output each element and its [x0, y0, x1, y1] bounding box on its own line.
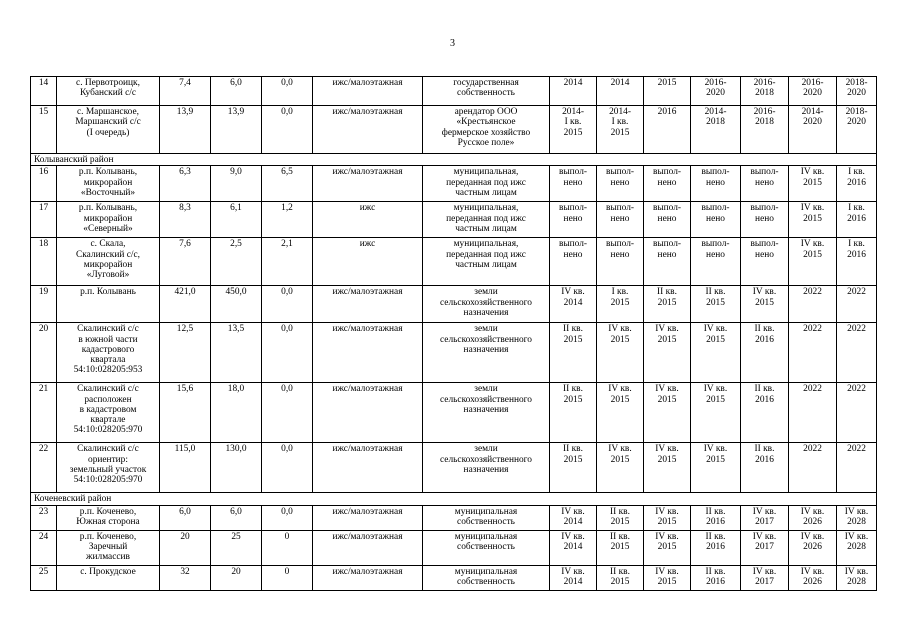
date-stage-1: II кв. 2015: [550, 383, 597, 443]
area-value-1: 7,6: [160, 238, 211, 286]
date-stage-7: 2022: [837, 383, 877, 443]
date-stage-6: IV кв. 2026: [789, 530, 837, 565]
date-stage-7: 2022: [837, 443, 877, 493]
date-stage-2: выпол- нено: [597, 238, 644, 286]
area-value-2: 6,0: [211, 77, 262, 106]
date-stage-4: IV кв. 2015: [691, 323, 741, 383]
date-stage-3: II кв. 2015: [644, 286, 691, 323]
row-number: 14: [31, 77, 57, 106]
date-stage-5: IV кв. 2017: [741, 530, 789, 565]
area-value-2: 13,5: [211, 323, 262, 383]
ownership-type: муниципальная собственность: [423, 565, 550, 590]
date-stage-3: IV кв. 2015: [644, 323, 691, 383]
area-value-3: 0,0: [262, 383, 313, 443]
ownership-type: земли сельскохозяйственного назначения: [423, 443, 550, 493]
development-type: ижс/малоэтажная: [313, 77, 423, 106]
development-type: ижс/малоэтажная: [313, 106, 423, 154]
date-stage-4: II кв. 2016: [691, 530, 741, 565]
date-stage-2: выпол- нено: [597, 202, 644, 238]
date-stage-3: IV кв. 2015: [644, 530, 691, 565]
date-stage-1: IV кв. 2014: [550, 286, 597, 323]
date-stage-1: II кв. 2015: [550, 323, 597, 383]
area-value-3: 0: [262, 565, 313, 590]
table-row: [31, 166, 877, 202]
date-stage-5: II кв. 2016: [741, 383, 789, 443]
settlement-name: с. Маршанское, Маршанский с/с (I очередь): [57, 106, 160, 154]
date-stage-4: 2014- 2018: [691, 106, 741, 154]
area-value-3: 6,5: [262, 166, 313, 202]
date-stage-5: 2016- 2018: [741, 106, 789, 154]
settlement-name: р.п. Колывань: [57, 286, 160, 323]
date-stage-2: IV кв. 2015: [597, 383, 644, 443]
date-stage-2: 2014: [597, 77, 644, 106]
date-stage-3: IV кв. 2015: [644, 443, 691, 493]
development-type: ижс: [313, 238, 423, 286]
area-value-2: 130,0: [211, 443, 262, 493]
area-value-1: 20: [160, 530, 211, 565]
row-number: 24: [31, 530, 57, 565]
date-stage-5: выпол- нено: [741, 202, 789, 238]
ownership-type: муниципальная собственность: [423, 530, 550, 565]
table-body: [31, 77, 877, 591]
date-stage-1: II кв. 2015: [550, 443, 597, 493]
date-stage-1: IV кв. 2014: [550, 530, 597, 565]
area-value-3: 0,0: [262, 323, 313, 383]
settlement-name: Скалинский с/с ориентир: земельный участок 54:10:028205:970: [57, 443, 160, 493]
area-value-3: 0,0: [262, 443, 313, 493]
area-value-3: 0,0: [262, 505, 313, 530]
date-stage-3: выпол- нено: [644, 166, 691, 202]
date-stage-3: IV кв. 2015: [644, 383, 691, 443]
table-row: [31, 565, 877, 590]
development-type: ижс/малоэтажная: [313, 166, 423, 202]
row-number: 15: [31, 106, 57, 154]
settlement-name: с. Первотроицк, Кубанский с/с: [57, 77, 160, 106]
date-stage-4: II кв. 2016: [691, 505, 741, 530]
table-row: [31, 505, 877, 530]
row-number: 23: [31, 505, 57, 530]
date-stage-1: IV кв. 2014: [550, 565, 597, 590]
date-stage-6: IV кв. 2015: [789, 166, 837, 202]
area-value-1: 13,9: [160, 106, 211, 154]
date-stage-5: II кв. 2016: [741, 443, 789, 493]
date-stage-2: I кв. 2015: [597, 286, 644, 323]
table-row: [31, 286, 877, 323]
date-stage-5: 2016- 2018: [741, 77, 789, 106]
date-stage-5: IV кв. 2015: [741, 286, 789, 323]
row-number: 20: [31, 323, 57, 383]
ownership-type: земли сельскохозяйственного назначения: [423, 286, 550, 323]
ownership-type: муниципальная, переданная под ижс частным лицам: [423, 238, 550, 286]
area-value-2: 6,1: [211, 202, 262, 238]
development-type: ижс: [313, 202, 423, 238]
row-number: 21: [31, 383, 57, 443]
area-value-2: 25: [211, 530, 262, 565]
date-stage-3: IV кв. 2015: [644, 505, 691, 530]
date-stage-1: выпол- нено: [550, 238, 597, 286]
date-stage-2: выпол- нено: [597, 166, 644, 202]
area-value-2: 2,5: [211, 238, 262, 286]
district-name: Колыванский район: [31, 154, 877, 166]
date-stage-7: I кв. 2016: [837, 202, 877, 238]
area-value-1: 115,0: [160, 443, 211, 493]
date-stage-2: IV кв. 2015: [597, 443, 644, 493]
date-stage-6: IV кв. 2015: [789, 202, 837, 238]
date-stage-4: выпол- нено: [691, 166, 741, 202]
date-stage-6: IV кв. 2026: [789, 505, 837, 530]
settlement-name: р.п. Коченево, Заречный жилмассив: [57, 530, 160, 565]
date-stage-4: 2016- 2020: [691, 77, 741, 106]
ownership-type: земли сельскохозяйственного назначения: [423, 323, 550, 383]
date-stage-7: I кв. 2016: [837, 166, 877, 202]
area-value-1: 12,5: [160, 323, 211, 383]
row-number: 25: [31, 565, 57, 590]
date-stage-6: 2022: [789, 323, 837, 383]
date-stage-4: IV кв. 2015: [691, 383, 741, 443]
date-stage-7: 2018- 2020: [837, 77, 877, 106]
date-stage-6: 2016- 2020: [789, 77, 837, 106]
date-stage-6: IV кв. 2015: [789, 238, 837, 286]
date-stage-5: IV кв. 2017: [741, 505, 789, 530]
row-number: 16: [31, 166, 57, 202]
area-value-3: 1,2: [262, 202, 313, 238]
ownership-type: государственная собственность: [423, 77, 550, 106]
development-type: ижс/малоэтажная: [313, 530, 423, 565]
date-stage-1: выпол- нено: [550, 166, 597, 202]
area-value-2: 18,0: [211, 383, 262, 443]
ownership-type: муниципальная, переданная под ижс частным лицам: [423, 202, 550, 238]
area-value-1: 32: [160, 565, 211, 590]
date-stage-7: I кв. 2016: [837, 238, 877, 286]
area-value-3: 0,0: [262, 77, 313, 106]
date-stage-6: IV кв. 2026: [789, 565, 837, 590]
row-number: 18: [31, 238, 57, 286]
area-value-1: 15,6: [160, 383, 211, 443]
date-stage-7: 2022: [837, 286, 877, 323]
district-section-row: [31, 154, 877, 166]
area-value-2: 20: [211, 565, 262, 590]
development-type: ижс/малоэтажная: [313, 565, 423, 590]
settlement-name: р.п. Коченево, Южная сторона: [57, 505, 160, 530]
date-stage-2: II кв. 2015: [597, 505, 644, 530]
date-stage-5: выпол- нено: [741, 238, 789, 286]
date-stage-5: II кв. 2016: [741, 323, 789, 383]
date-stage-1: 2014: [550, 77, 597, 106]
development-type: ижс/малоэтажная: [313, 505, 423, 530]
date-stage-4: II кв. 2016: [691, 565, 741, 590]
date-stage-3: выпол- нено: [644, 202, 691, 238]
date-stage-7: 2022: [837, 323, 877, 383]
date-stage-4: II кв. 2015: [691, 286, 741, 323]
row-number: 19: [31, 286, 57, 323]
ownership-type: земли сельскохозяйственного назначения: [423, 383, 550, 443]
area-value-2: 9,0: [211, 166, 262, 202]
date-stage-1: IV кв. 2014: [550, 505, 597, 530]
date-stage-3: 2016: [644, 106, 691, 154]
area-value-1: 6,0: [160, 505, 211, 530]
date-stage-2: II кв. 2015: [597, 530, 644, 565]
date-stage-6: 2014- 2020: [789, 106, 837, 154]
date-stage-3: 2015: [644, 77, 691, 106]
row-number: 22: [31, 443, 57, 493]
settlement-name: с. Скала, Скалинский с/с, микрорайон «Луговой»: [57, 238, 160, 286]
development-type: ижс/малоэтажная: [313, 323, 423, 383]
date-stage-7: IV кв. 2028: [837, 530, 877, 565]
date-stage-2: 2014- I кв. 2015: [597, 106, 644, 154]
area-value-1: 8,3: [160, 202, 211, 238]
date-stage-6: 2022: [789, 443, 837, 493]
page-number: 3: [450, 38, 455, 49]
area-value-2: 13,9: [211, 106, 262, 154]
table-row: [31, 530, 877, 565]
development-type: ижс/малоэтажная: [313, 443, 423, 493]
date-stage-3: IV кв. 2015: [644, 565, 691, 590]
date-stage-5: IV кв. 2017: [741, 565, 789, 590]
row-number: 17: [31, 202, 57, 238]
date-stage-1: выпол- нено: [550, 202, 597, 238]
area-value-3: 2,1: [262, 238, 313, 286]
table-row: [31, 323, 877, 383]
land-plots-table: [30, 76, 877, 591]
settlement-name: Скалинский с/с расположен в кадастровом квартале 54:10:028205:970: [57, 383, 160, 443]
date-stage-7: IV кв. 2028: [837, 505, 877, 530]
table-row: [31, 106, 877, 154]
district-section-row: [31, 493, 877, 505]
district-name: Коченевский район: [31, 493, 877, 505]
table-row: [31, 238, 877, 286]
area-value-3: 0,0: [262, 106, 313, 154]
date-stage-6: 2022: [789, 286, 837, 323]
area-value-2: 6,0: [211, 505, 262, 530]
date-stage-5: выпол- нено: [741, 166, 789, 202]
date-stage-2: IV кв. 2015: [597, 323, 644, 383]
table-row: [31, 202, 877, 238]
ownership-type: арендатор ООО «Крестьянское фермерское хозяйство Русское поле»: [423, 106, 550, 154]
table-row: [31, 383, 877, 443]
table-row: [31, 443, 877, 493]
table-row: [31, 77, 877, 106]
development-type: ижс/малоэтажная: [313, 383, 423, 443]
ownership-type: муниципальная, переданная под ижс частным лицам: [423, 166, 550, 202]
area-value-3: 0: [262, 530, 313, 565]
date-stage-4: выпол- нено: [691, 202, 741, 238]
area-value-3: 0,0: [262, 286, 313, 323]
date-stage-4: IV кв. 2015: [691, 443, 741, 493]
ownership-type: муниципальная собственность: [423, 505, 550, 530]
date-stage-4: выпол- нено: [691, 238, 741, 286]
date-stage-6: 2022: [789, 383, 837, 443]
date-stage-2: II кв. 2015: [597, 565, 644, 590]
date-stage-1: 2014- I кв. 2015: [550, 106, 597, 154]
date-stage-3: выпол- нено: [644, 238, 691, 286]
area-value-1: 6,3: [160, 166, 211, 202]
date-stage-7: IV кв. 2028: [837, 565, 877, 590]
area-value-1: 7,4: [160, 77, 211, 106]
settlement-name: с. Прокудское: [57, 565, 160, 590]
development-type: ижс/малоэтажная: [313, 286, 423, 323]
date-stage-7: 2018- 2020: [837, 106, 877, 154]
settlement-name: р.п. Колывань, микрорайон «Северный»: [57, 202, 160, 238]
area-value-1: 421,0: [160, 286, 211, 323]
area-value-2: 450,0: [211, 286, 262, 323]
settlement-name: р.п. Колывань, микрорайон «Восточный»: [57, 166, 160, 202]
settlement-name: Скалинский с/с в южной части кадастрового квартала 54:10:028205:953: [57, 323, 160, 383]
